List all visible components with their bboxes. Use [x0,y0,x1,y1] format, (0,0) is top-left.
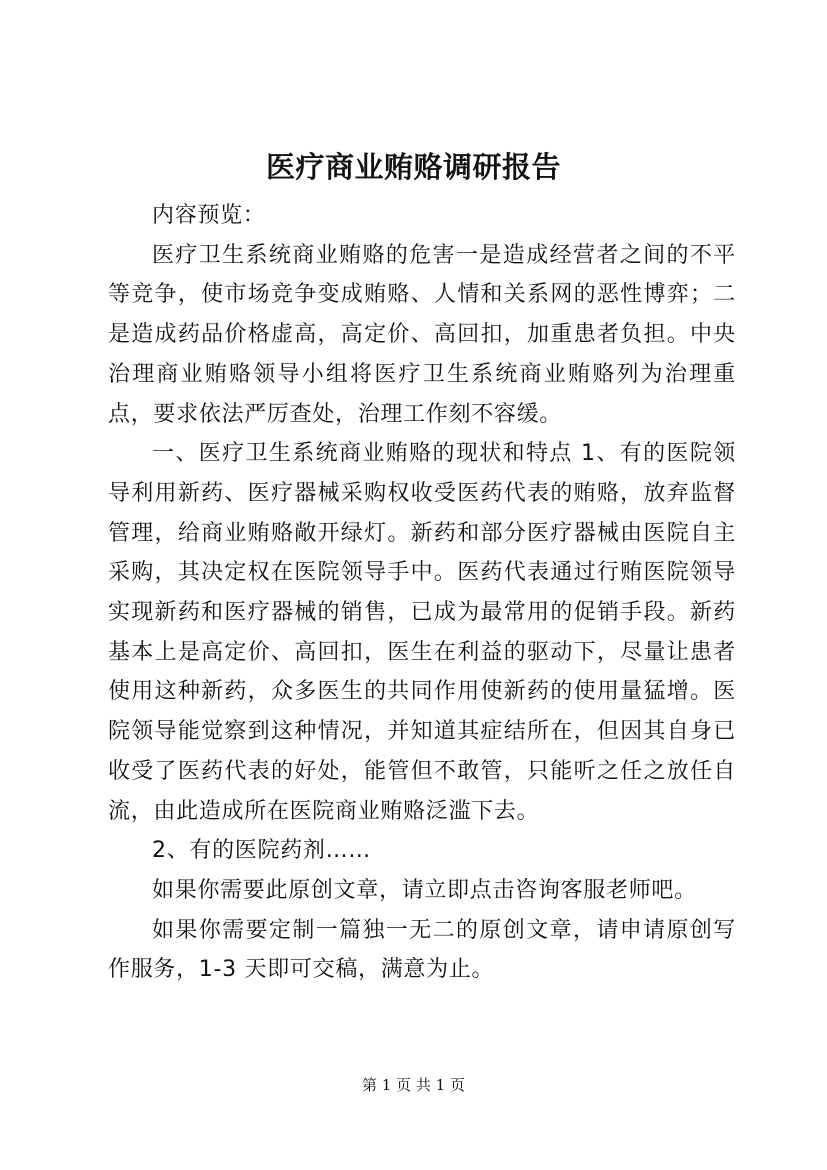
paragraph-harm: 医疗卫生系统商业贿赂的危害一是造成经营者之间的不平等竞争，使市场竞争变成贿赂、人情和关系网的恶性博弈；二是造成药品价格虚高，高定价、高回扣，加重患者负担。中央治理商业贿赂领导小组将医疗卫生系统商业贿赂列为治理重点，要求依法严厉查处，治理工作刻不容缓。 [108,242,736,427]
paragraph-consult-link[interactable]: 如果你需要此原创文章，请立即点击咨询客服老师吧。 [152,877,697,903]
paragraph-pharmacy: 2、有的医院药剂…… [152,838,371,864]
page-footer: 第 1 页 共 1 页 [362,1076,465,1094]
preview-label: 内容预览： [152,203,266,228]
document-body [108,196,736,990]
document-title: 医疗商业贿赂调研报告 [265,150,561,184]
paragraph-status: 一、医疗卫生系统商业贿赂的现状和特点 1、有的医院领导利用新药、医疗器械采购权收受医药代表的贿赂，放弃监督管理，给商业贿赂敞开绿灯。新药和部分医疗器械由医院自主采购，其决定权在医院领导手中。医药代表通过行贿医院领导实现新药和医疗器械的销售，已成为最常用的促销手段。新药基本上是高定价、高回扣，医生在利益的驱动下，尽量让患者使用这种新药，众多医生的共同作用使新药的使用量猛增。医院领导能觉察到这种情况，并知道其症结所在，但因其自身已收受了医药代表的好处，能管但不敢管，只能听之任之放任自流，由此造成所在医院商业贿赂泛滥下去。 [108,441,736,824]
paragraph-custom-service[interactable]: 如果你需要定制一篇独一无二的原创文章，请申请原创写作服务，1-3 天即可交稿，满意为止。 [108,917,736,983]
